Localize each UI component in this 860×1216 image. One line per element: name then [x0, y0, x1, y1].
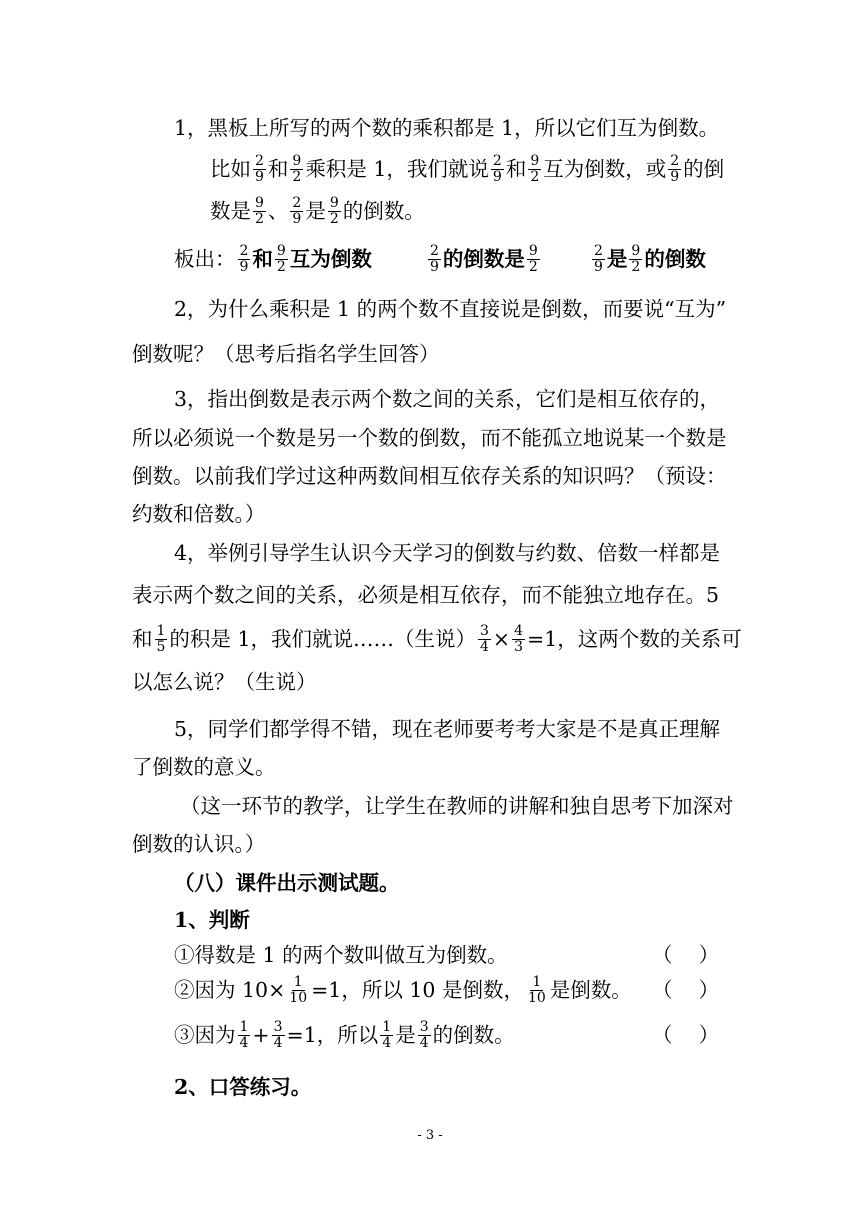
numerator: 4: [514, 623, 524, 639]
fraction-1-10: [526, 975, 548, 1006]
fraction-9-2: [528, 154, 541, 185]
denominator: 4: [273, 1035, 283, 1051]
numerator: 2: [492, 153, 502, 169]
para-2-line-1: 2，为什么乘积是 1 的两个数不直接说是倒数，而要说“互为”: [174, 297, 727, 321]
para-5-line-1: 5，同学们都学得不错，现在老师要考考大家是不是真正理解: [174, 717, 721, 741]
para-3-line-3: 倒数。以前我们学过这种两数间相互依存关系的知识吗？（预设：: [132, 464, 727, 488]
text: 互为倒数: [289, 247, 372, 271]
numerator: 1: [239, 1019, 249, 1035]
para-2-line-2: 倒数呢？（思考后指名学生回答）: [132, 342, 440, 366]
fraction-2-9: [491, 154, 504, 185]
question-1: ①得数是 1 的两个数叫做互为倒数。: [174, 943, 508, 967]
denominator: 9: [430, 259, 439, 275]
numerator: 2: [239, 243, 249, 259]
fraction-2-9: [668, 154, 681, 185]
text: +: [252, 1023, 270, 1047]
text: 是: [305, 199, 326, 223]
numerator: 9: [530, 153, 540, 169]
text: 板出：: [174, 247, 236, 271]
text: 和: [252, 247, 273, 271]
text: 的积是 1，我们就说……（生说）: [169, 627, 476, 651]
fraction-2-9: [592, 244, 605, 275]
text: =1，这两个数的关系可: [527, 627, 742, 651]
fraction-1-4: [238, 1020, 251, 1051]
fraction-1-4: [380, 1020, 393, 1051]
text: ②因为 10×: [174, 978, 286, 1002]
text: 的倒数: [644, 247, 706, 271]
fraction-9-2: [629, 244, 642, 275]
note-line-2: 倒数的认识。）: [132, 832, 266, 856]
numerator: 3: [479, 623, 489, 639]
text: ③因为: [174, 1023, 236, 1047]
text: 的倒数是: [442, 247, 525, 271]
fraction-2-9: [290, 196, 303, 227]
text: 和: [267, 157, 289, 181]
numerator: 9: [292, 153, 302, 169]
denominator: 9: [594, 259, 603, 275]
para-1-line-1: 1，黑板上所写的两个数的乘积都是 1，所以它们互为倒数。: [174, 116, 720, 140]
fraction-2-9: [253, 154, 266, 185]
denominator: 10: [289, 990, 308, 1006]
blackboard-line-part-2: [426, 245, 542, 273]
answer-blank-3: （ ）: [652, 1023, 720, 1047]
denominator: 4: [382, 1035, 392, 1051]
denominator: 2: [255, 211, 264, 227]
subheading-oral: 2、口答练习。: [174, 1075, 312, 1099]
numerator: 2: [292, 195, 302, 211]
denominator: 4: [239, 1035, 249, 1051]
denominator: 2: [292, 169, 302, 185]
text: 的倒数。: [432, 1023, 515, 1047]
subheading-judge: 1、判断: [174, 908, 250, 932]
question-2: [174, 976, 632, 1004]
denominator: 5: [156, 639, 166, 655]
text: 数是: [210, 199, 251, 223]
numerator: 9: [276, 243, 286, 259]
fraction-3-4: [478, 624, 491, 655]
fraction-1-5: [155, 624, 168, 655]
text: 互为倒数，或: [543, 157, 667, 181]
numerator: 9: [528, 243, 538, 259]
numerator: 9: [329, 195, 339, 211]
para-1-line-2: [210, 155, 724, 183]
numerator: 9: [255, 195, 264, 211]
answer-blank-2: （ ）: [652, 978, 720, 1002]
fraction-2-9: [238, 244, 251, 275]
text: 是: [606, 247, 628, 271]
denominator: 2: [631, 259, 641, 275]
denominator: 2: [530, 169, 540, 185]
denominator: 2: [329, 211, 339, 227]
text: 和: [132, 627, 153, 651]
para-4-line-1: 4，举例引导学生认识今天学习的倒数与约数、倍数一样都是: [174, 541, 721, 565]
para-3-line-1: 3，指出倒数是表示两个数之间的关系，它们是相互依存的，: [174, 387, 721, 411]
numerator: 1: [532, 974, 542, 990]
fraction-1-10: [287, 975, 309, 1006]
text: =1，所以: [286, 1023, 379, 1047]
text: ×: [492, 627, 511, 651]
fraction-9-2: [253, 196, 266, 227]
numerator: 3: [273, 1019, 283, 1035]
para-4-line-2: 表示两个数之间的关系，必须是相互依存，而不能独立地存在。5: [132, 583, 720, 607]
numerator: 2: [430, 243, 439, 259]
para-1-line-3: [210, 197, 425, 225]
denominator: 9: [255, 169, 264, 185]
text: 是倒数。: [549, 978, 632, 1002]
denominator: 2: [276, 259, 286, 275]
fraction-3-4: [272, 1020, 285, 1051]
denominator: 9: [239, 259, 249, 275]
para-3-line-4: 约数和倍数。）: [132, 502, 266, 526]
text: 乘积是 1，我们就说: [305, 157, 489, 181]
para-3-line-2: 所以必须说一个数是另一个数的倒数，而不能孤立地说某一个数是: [132, 426, 727, 450]
blackboard-line: [174, 245, 372, 273]
note-line-1: （这一环节的教学，让学生在教师的讲解和独自思考下加深对: [180, 794, 734, 818]
numerator: 1: [293, 974, 303, 990]
denominator: 2: [528, 259, 538, 275]
text: 是: [395, 1023, 416, 1047]
fraction-3-4: [418, 1020, 431, 1051]
text: =1，所以 10 是倒数，: [311, 978, 524, 1002]
fraction-2-9: [428, 244, 441, 275]
text: 的倒: [683, 157, 725, 181]
numerator: 1: [382, 1019, 392, 1035]
blackboard-line-part-3: [590, 245, 706, 273]
numerator: 2: [255, 153, 264, 169]
numerator: 2: [670, 153, 680, 169]
fraction-9-2: [328, 196, 341, 227]
denominator: 9: [670, 169, 680, 185]
para-4-line-3: [132, 625, 742, 653]
fraction-4-3: [512, 624, 525, 655]
numerator: 3: [419, 1019, 429, 1035]
page-number: - 3 -: [417, 1128, 443, 1143]
denominator: 9: [292, 211, 302, 227]
numerator: 9: [631, 243, 641, 259]
para-5-line-2: 了倒数的意义。: [132, 755, 276, 779]
text: 比如: [210, 157, 251, 181]
denominator: 4: [419, 1035, 429, 1051]
text: 、: [267, 199, 289, 223]
numerator: 1: [156, 623, 166, 639]
section-heading: （八）课件出示测试题。: [174, 871, 400, 895]
numerator: 2: [594, 243, 603, 259]
denominator: 3: [514, 639, 524, 655]
denominator: 10: [527, 990, 546, 1006]
para-4-line-4: 以怎么说？（生说）: [132, 670, 317, 694]
question-3: [174, 1021, 515, 1049]
denominator: 4: [479, 639, 489, 655]
denominator: 9: [492, 169, 502, 185]
text: 和: [505, 157, 527, 181]
fraction-9-2: [290, 154, 303, 185]
answer-blank-1: （ ）: [652, 943, 720, 967]
text: 的倒数。: [342, 199, 425, 223]
fraction-9-2: [275, 244, 288, 275]
fraction-9-2: [527, 244, 540, 275]
